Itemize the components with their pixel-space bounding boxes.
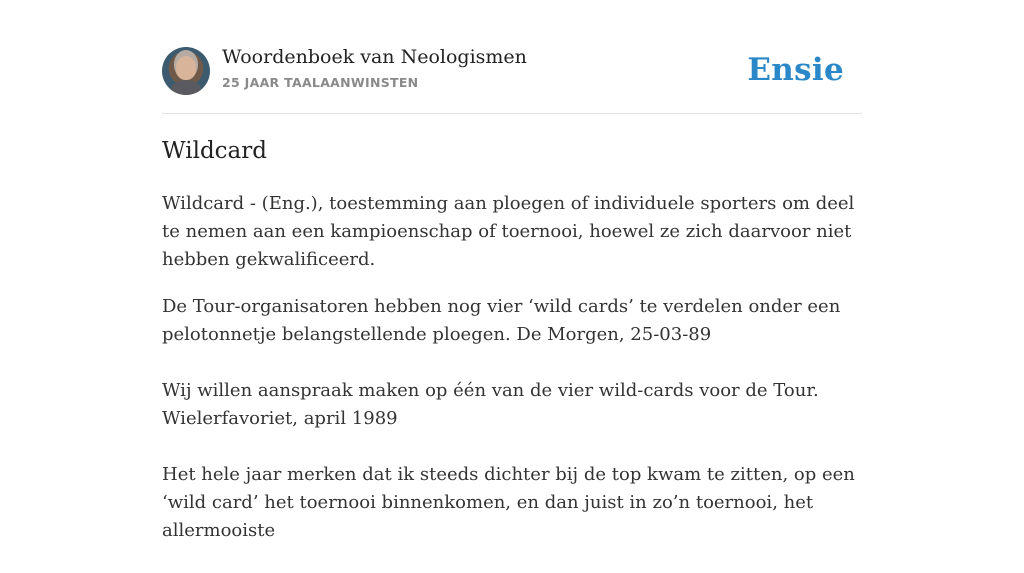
article-body — [162, 190, 862, 573]
quote-block — [162, 377, 862, 433]
quote-block — [162, 461, 862, 545]
ensie-logo[interactable]: Ensie — [747, 52, 844, 88]
post-title: Wildcard — [162, 138, 267, 164]
publication-avatar[interactable] — [162, 47, 210, 95]
quote-text: De Tour-organisatoren hebben nog vier ‘wild cards’ te verdelen onder een pelotonnetje belangstellende ploegen. — [162, 296, 841, 345]
quote-text: Wij willen aanspraak maken op één van de vier wild-cards voor de Tour. — [162, 380, 819, 401]
quote-block — [162, 293, 862, 349]
publication-header — [162, 0, 862, 114]
publication-name[interactable]: Woordenboek van Neologismen — [222, 46, 527, 68]
quote-text: Het hele jaar merken dat ik steeds dichter bij de top kwam te zitten, op een ‘wild card’ het toernooi binnenkomen, en dan juist in zo’n toernooi, het allermooiste — [162, 464, 855, 541]
quote-source: De Morgen, 25-03-89 — [516, 324, 712, 345]
definition-paragraph: Wildcard - (Eng.), toestemming aan ploegen of individuele sporters om deel te nemen aan een kampioenschap of toernooi, hoewel ze zich daarvoor niet hebben gekwalificeerd. — [162, 193, 855, 270]
quote-source: Wielerfavoriet, april 1989 — [162, 408, 398, 429]
page-content — [162, 0, 862, 541]
publication-subtitle: 25 JAAR TAALAANWINSTEN — [222, 75, 419, 90]
